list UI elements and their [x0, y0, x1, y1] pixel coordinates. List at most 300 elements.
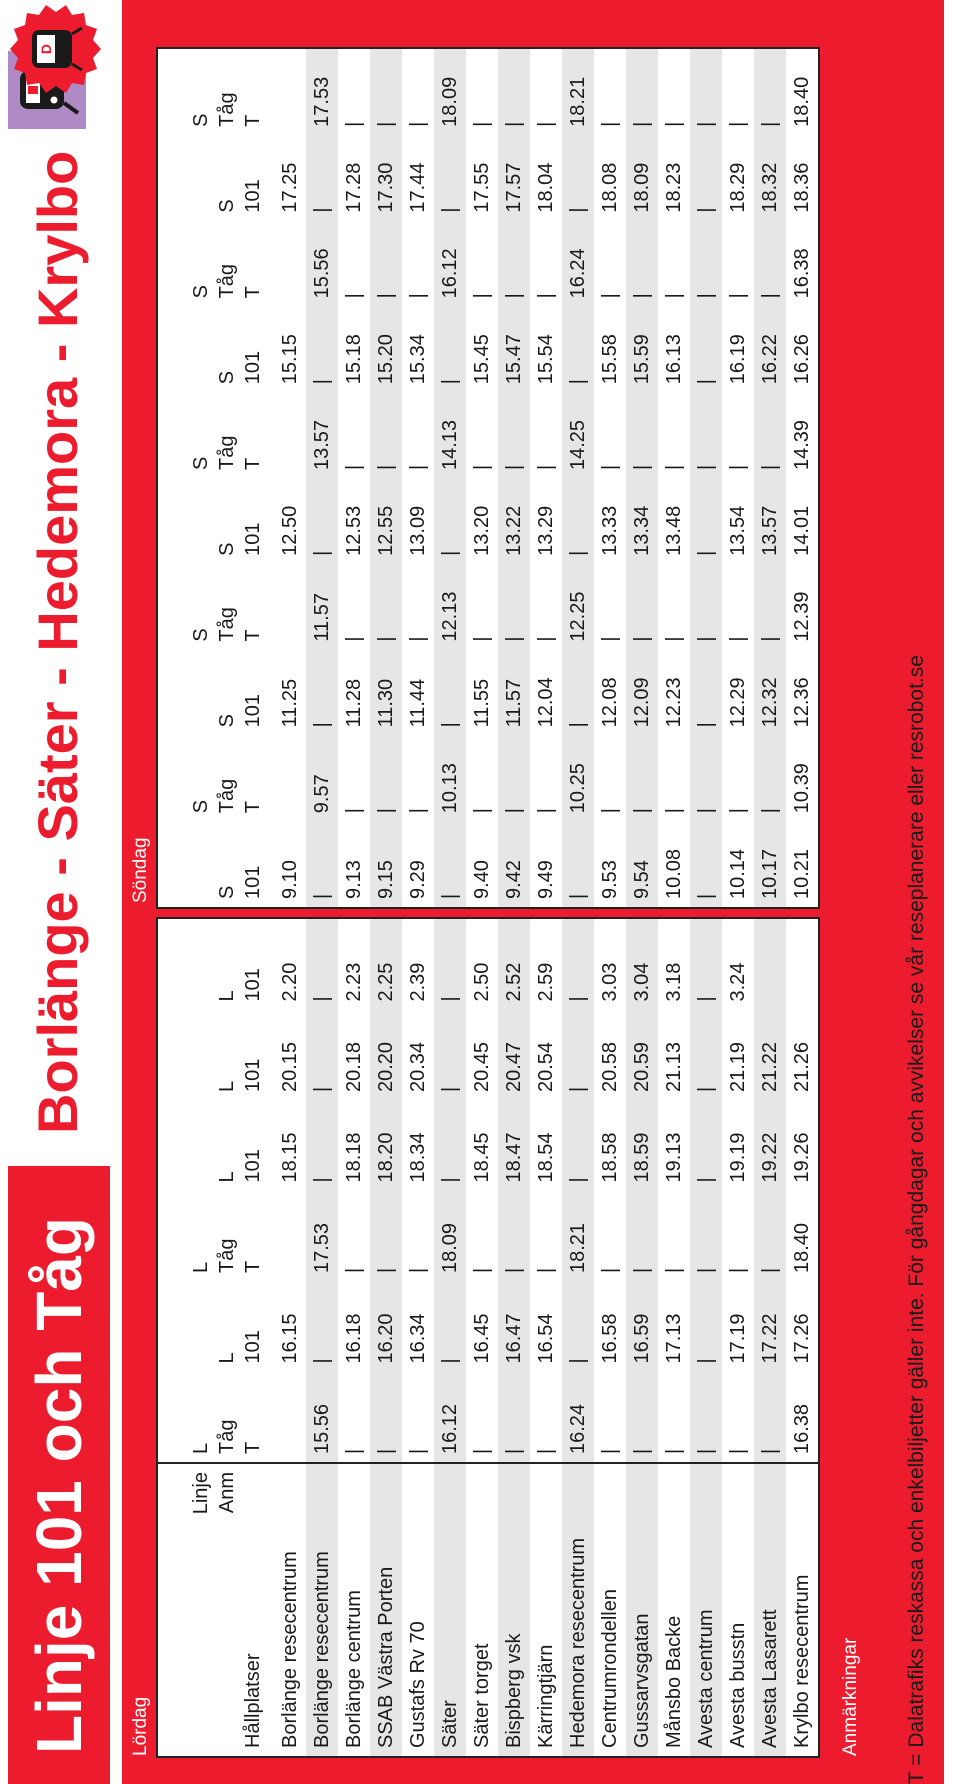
departure-time: 11.55: [471, 678, 493, 728]
departure-time: 3.18: [663, 962, 685, 1002]
departure-time: 18.29: [727, 162, 749, 213]
departure-time: |: [535, 121, 557, 127]
trip-header: [158, 1100, 274, 1191]
departure-time: [274, 221, 306, 307]
departure-time: |: [562, 306, 594, 392]
departure-time: [274, 1191, 306, 1282]
departure-time: |: [434, 306, 466, 392]
departure-time: |: [754, 1191, 786, 1282]
departure-time: [274, 564, 306, 650]
trip-day: L: [190, 1261, 212, 1273]
departure-time: |: [690, 306, 722, 392]
trip-linje: Tåg: [216, 607, 238, 642]
departure-time: 16.38: [791, 248, 813, 299]
hallplatser-label: Hållplatser: [242, 1653, 264, 1748]
time-row: [434, 49, 466, 907]
stop-row: [562, 1462, 594, 1756]
departure-time: |: [663, 636, 685, 642]
departure-time: |: [754, 392, 786, 478]
departure-time: |: [407, 808, 429, 814]
departure-time: 2.52: [498, 919, 530, 1010]
departure-time: |: [690, 650, 722, 736]
departure-time: 12.08: [599, 677, 621, 728]
departure-time: 12.09: [626, 650, 658, 736]
stop-row: [722, 1462, 754, 1756]
sondag-table: [158, 49, 818, 907]
trip-day: L: [216, 990, 238, 1002]
departure-time: 13.29: [535, 505, 557, 556]
trip-header: [158, 1372, 274, 1463]
time-row: [402, 919, 434, 1462]
departure-time: 18.54: [535, 1132, 557, 1183]
time-row: [786, 49, 818, 907]
departure-time: |: [434, 821, 466, 907]
departure-time: |: [663, 1448, 685, 1454]
departure-time: |: [663, 464, 685, 471]
departure-time: 11.28: [343, 678, 365, 728]
departure-time: |: [727, 808, 749, 814]
trip-header: [158, 221, 274, 307]
departure-time: |: [498, 49, 530, 135]
departure-time: |: [471, 121, 493, 127]
departure-time: 16.58: [599, 1313, 621, 1364]
trip-day: S: [216, 542, 238, 556]
departure-time: 19.26: [791, 1132, 813, 1183]
trip-header: [158, 1281, 274, 1372]
departure-time: 17.53: [306, 49, 338, 135]
departure-time: |: [727, 1267, 749, 1273]
time-row: [498, 49, 530, 907]
trip-anm: T: [242, 286, 264, 299]
departure-time: |: [370, 564, 402, 650]
departure-time: 13.09: [407, 505, 429, 556]
departure-time: 18.09: [434, 49, 466, 135]
stop-name: Kärringtjärn: [535, 1644, 557, 1748]
trip-linje: 101: [242, 865, 264, 899]
departure-time: 21.22: [754, 1010, 786, 1101]
trip-linje: 101: [242, 179, 264, 213]
departure-time: 12.13: [434, 564, 466, 650]
departure-time: |: [370, 392, 402, 478]
departure-time: |: [306, 919, 338, 1010]
stop-name: Hedemora resecentrum: [562, 1462, 594, 1756]
trip-anm: T: [242, 800, 264, 814]
departure-time: 13.34: [626, 478, 658, 564]
departure-time: |: [535, 1448, 557, 1454]
trip-anm: T: [242, 629, 264, 642]
trip-linje: Tåg: [216, 778, 238, 814]
departure-time: |: [690, 135, 722, 221]
departure-time: 18.36: [791, 162, 813, 213]
departure-time: 12.50: [279, 505, 301, 556]
trip-day: L: [216, 1080, 238, 1092]
trip-anm: T: [242, 1441, 264, 1454]
time-row: [338, 49, 370, 907]
departure-time: 12.29: [727, 677, 749, 728]
departure-time: |: [535, 808, 557, 814]
departure-time: 2.23: [343, 962, 365, 1002]
departure-time: |: [626, 564, 658, 650]
departure-time: |: [562, 478, 594, 564]
time-row: [562, 49, 594, 907]
time-row: [338, 919, 370, 1462]
departure-time: 3.03: [599, 962, 621, 1002]
departure-time: 16.24: [562, 221, 594, 307]
departure-time: 9.49: [535, 860, 557, 899]
trip-day: S: [190, 285, 212, 299]
departure-time: |: [498, 564, 530, 650]
trip-header: [158, 306, 274, 392]
departure-time: |: [498, 735, 530, 821]
departure-time: 21.19: [727, 1041, 749, 1092]
departure-time: 20.58: [599, 1041, 621, 1092]
departure-time: 20.18: [343, 1041, 365, 1092]
departure-time: |: [535, 1267, 557, 1273]
departure-time: |: [471, 464, 493, 471]
departure-time: 10.39: [791, 763, 813, 814]
stop-row: [402, 1462, 434, 1756]
departure-time: 16.20: [370, 1281, 402, 1372]
trip-day: S: [190, 456, 212, 471]
departure-time: 9.57: [306, 735, 338, 821]
departure-time: |: [407, 1267, 429, 1273]
departure-time: |: [626, 49, 658, 135]
departure-time: |: [562, 1100, 594, 1191]
departure-time: |: [562, 919, 594, 1010]
stop-name: Säter: [434, 1462, 466, 1756]
departure-time: |: [727, 636, 749, 642]
trip-header: [158, 1010, 274, 1101]
departure-time: |: [690, 735, 722, 821]
time-row: [370, 919, 402, 1462]
departure-time: |: [690, 1372, 722, 1463]
departure-time: [754, 919, 786, 1010]
trip-header: [158, 49, 274, 135]
departure-time: 15.56: [306, 221, 338, 307]
line-title: Linje 101 och Tåg: [8, 1166, 110, 1784]
departure-time: 16.45: [471, 1313, 493, 1364]
departure-time: 18.09: [434, 1191, 466, 1282]
departure-time: 20.47: [498, 1010, 530, 1101]
stop-name: Borlänge resecentrum: [279, 1551, 301, 1748]
departure-time: 20.59: [626, 1010, 658, 1101]
departure-time: 9.13: [343, 860, 365, 899]
departure-time: |: [663, 808, 685, 814]
departure-time: |: [599, 1448, 621, 1454]
departure-time: |: [370, 1191, 402, 1282]
departure-time: 15.47: [498, 306, 530, 392]
departure-time: |: [471, 1448, 493, 1454]
departure-time: |: [306, 135, 338, 221]
trip-linje: Tåg: [216, 435, 238, 471]
departure-time: 10.14: [727, 848, 749, 899]
lordag-label: Lördag: [130, 1696, 151, 1756]
departure-time: 18.59: [626, 1100, 658, 1191]
trip-linje: Tåg: [216, 263, 238, 299]
departure-time: 13.48: [663, 505, 685, 556]
departure-time: |: [306, 1281, 338, 1372]
departure-time: 16.26: [791, 334, 813, 385]
departure-time: |: [663, 293, 685, 299]
departure-time: |: [535, 464, 557, 471]
departure-time: |: [434, 1010, 466, 1101]
departure-time: 18.21: [562, 49, 594, 135]
departure-time: 9.54: [626, 821, 658, 907]
departure-time: [274, 1372, 306, 1463]
trip-day: S: [216, 885, 238, 899]
departure-time: |: [306, 306, 338, 392]
trip-day: S: [190, 113, 212, 127]
departure-time: 13.57: [754, 478, 786, 564]
stop-row: [370, 1462, 402, 1756]
trip-linje: 101: [242, 350, 264, 385]
departure-time: 9.15: [370, 821, 402, 907]
departure-time: |: [306, 1100, 338, 1191]
time-row: [722, 49, 754, 907]
departure-time: |: [498, 221, 530, 307]
departure-time: 17.25: [279, 162, 301, 213]
departure-time: 10.13: [434, 735, 466, 821]
departure-time: |: [343, 121, 365, 127]
time-row: [690, 49, 722, 907]
stop-name: Avesta busstn: [727, 1622, 749, 1748]
stop-row: [594, 1462, 626, 1756]
lordag-table: [158, 919, 818, 1462]
departure-time: 9.29: [407, 860, 429, 899]
departure-time: |: [599, 293, 621, 299]
departure-time: |: [343, 636, 365, 642]
trip-header: [158, 735, 274, 821]
time-row: [626, 919, 658, 1462]
departure-time: |: [626, 735, 658, 821]
departure-time: 17.57: [498, 135, 530, 221]
departure-time: |: [690, 564, 722, 650]
trip-header: [158, 650, 274, 736]
departure-time: |: [407, 464, 429, 471]
departure-time: 11.30: [370, 650, 402, 736]
departure-time: |: [690, 221, 722, 307]
departure-time: 10.21: [791, 848, 813, 899]
departure-time: 18.32: [754, 135, 786, 221]
departure-time: 10.17: [754, 821, 786, 907]
departure-time: |: [343, 1267, 365, 1273]
departure-time: 17.28: [343, 162, 365, 213]
stops-table: [158, 1462, 818, 1756]
stop-row: [754, 1462, 786, 1756]
departure-time: 19.19: [727, 1132, 749, 1183]
departure-time: |: [370, 49, 402, 135]
departure-time: 2.50: [471, 962, 493, 1002]
anmarkningar-label: Anmärkningar: [840, 1637, 861, 1756]
departure-time: 13.54: [727, 505, 749, 556]
departure-time: 13.57: [306, 392, 338, 478]
departure-time: |: [727, 464, 749, 471]
stop-name: Gustafs Rv 70: [407, 1621, 429, 1748]
departure-time: 9.40: [471, 860, 493, 899]
departure-time: 18.45: [471, 1132, 493, 1183]
departure-time: 16.12: [434, 1372, 466, 1463]
time-row: [274, 49, 306, 907]
departure-time: 19.13: [663, 1132, 685, 1183]
trip-linje: 101: [242, 522, 264, 556]
departure-time: |: [306, 650, 338, 736]
departure-time: 12.36: [791, 677, 813, 728]
stop-name: Gussarvsgatan: [626, 1462, 658, 1756]
departure-time: 17.30: [370, 135, 402, 221]
departure-time: |: [471, 636, 493, 642]
linje-anm-label: [188, 1472, 240, 1514]
departure-time: |: [690, 1281, 722, 1372]
trip-day: S: [216, 714, 238, 728]
stop-name: Månsbo Backe: [663, 1615, 685, 1748]
departure-time: 20.45: [471, 1041, 493, 1092]
stop-row: [786, 1462, 818, 1756]
departure-time: 17.22: [754, 1281, 786, 1372]
departure-time: 16.13: [663, 334, 685, 385]
departure-time: 12.53: [343, 505, 365, 556]
time-row: [402, 49, 434, 907]
trip-linje: 101: [242, 1149, 264, 1183]
departure-time: |: [407, 636, 429, 642]
departure-time: |: [663, 1267, 685, 1273]
departure-time: 18.23: [663, 162, 685, 213]
time-row: [658, 49, 690, 907]
departure-time: 16.18: [343, 1313, 365, 1364]
departure-time: |: [407, 293, 429, 299]
time-row: [594, 919, 626, 1462]
departure-time: 14.25: [562, 392, 594, 478]
departure-time: 18.40: [791, 76, 813, 127]
departure-time: |: [727, 293, 749, 299]
linje-label: Linje: [190, 1472, 212, 1515]
time-row: [690, 919, 722, 1462]
departure-time: 18.09: [626, 135, 658, 221]
departure-time: 17.55: [471, 162, 493, 213]
departure-time: |: [370, 735, 402, 821]
departure-time: 16.59: [626, 1281, 658, 1372]
departure-time: 11.57: [498, 650, 530, 736]
departure-time: |: [562, 650, 594, 736]
departure-time: 18.47: [498, 1100, 530, 1191]
departure-time: |: [434, 478, 466, 564]
trip-header: [158, 135, 274, 221]
departure-time: |: [690, 919, 722, 1010]
departure-time: 12.39: [791, 591, 813, 642]
stop-name: Bispberg vsk: [498, 1462, 530, 1756]
departure-time: |: [727, 121, 749, 127]
departure-time: |: [306, 478, 338, 564]
departure-time: |: [407, 1448, 429, 1454]
trip-linje: 101: [242, 694, 264, 728]
departure-time: |: [471, 808, 493, 814]
departure-time: |: [690, 1191, 722, 1282]
departure-time: 2.59: [535, 962, 557, 1002]
departure-time: 14.01: [791, 505, 813, 556]
departure-time: |: [434, 1100, 466, 1191]
trip-anm: T: [242, 114, 264, 127]
departure-time: 10.08: [663, 848, 685, 899]
anm-label: Anm: [216, 1472, 238, 1514]
departure-time: |: [306, 1010, 338, 1101]
trip-day: L: [216, 1352, 238, 1364]
departure-time: |: [434, 135, 466, 221]
departure-time: 13.22: [498, 478, 530, 564]
departure-time: |: [626, 1372, 658, 1463]
departure-time: 20.54: [535, 1041, 557, 1092]
departure-time: 12.55: [370, 478, 402, 564]
departure-time: |: [562, 821, 594, 907]
departure-time: 15.45: [471, 334, 493, 385]
departure-time: |: [599, 636, 621, 642]
trip-linje: Tåg: [216, 92, 238, 127]
trip-day: S: [216, 199, 238, 213]
time-row: [530, 919, 562, 1462]
departure-time: |: [626, 392, 658, 478]
departure-time: 16.54: [535, 1313, 557, 1364]
departure-time: |: [306, 821, 338, 907]
departure-time: |: [535, 636, 557, 642]
departure-time: 15.58: [599, 334, 621, 385]
stops-header: [158, 1462, 274, 1756]
time-row: [754, 919, 786, 1462]
stop-row: [658, 1462, 690, 1756]
departure-time: 12.23: [663, 677, 685, 728]
departure-time: |: [754, 564, 786, 650]
departure-time: 13.33: [599, 505, 621, 556]
departure-time: |: [690, 1100, 722, 1191]
departure-time: |: [562, 1281, 594, 1372]
stop-name: SSAB Västra Porten: [370, 1462, 402, 1756]
departure-time: 11.57: [306, 564, 338, 650]
departure-time: |: [370, 1372, 402, 1463]
departure-time: |: [498, 1372, 530, 1463]
time-row: [434, 919, 466, 1462]
departure-time: |: [754, 221, 786, 307]
departure-time: 18.15: [279, 1132, 301, 1183]
departure-time: |: [599, 464, 621, 471]
departure-time: 17.26: [791, 1313, 813, 1364]
stop-name: Krylbo resecentrum: [791, 1574, 813, 1748]
departure-time: |: [434, 650, 466, 736]
svg-text:D: D: [38, 43, 54, 55]
departure-time: 13.20: [471, 505, 493, 556]
departure-time: 18.40: [791, 1222, 813, 1273]
departure-time: |: [471, 293, 493, 299]
trip-linje: 101: [242, 1058, 264, 1092]
departure-time: |: [690, 1010, 722, 1101]
departure-time: |: [498, 392, 530, 478]
departure-time: |: [343, 464, 365, 471]
trip-linje: Tåg: [216, 1238, 238, 1273]
departure-time: 18.08: [599, 162, 621, 213]
departure-time: 12.25: [562, 564, 594, 650]
departure-time: |: [343, 293, 365, 299]
stop-row: [306, 1462, 338, 1756]
departure-time: 14.13: [434, 392, 466, 478]
anmarkningar-band: [832, 0, 872, 1784]
stop-row: [690, 1462, 722, 1756]
time-row: [466, 49, 498, 907]
departure-time: [274, 392, 306, 478]
stop-row: [626, 1462, 658, 1756]
departure-time: |: [498, 1191, 530, 1282]
trip-day: L: [216, 1171, 238, 1183]
trip-linje: Tåg: [216, 1419, 238, 1454]
departure-time: |: [343, 808, 365, 814]
departure-time: 3.04: [626, 919, 658, 1010]
departure-time: 18.04: [535, 162, 557, 213]
time-row: [754, 49, 786, 907]
